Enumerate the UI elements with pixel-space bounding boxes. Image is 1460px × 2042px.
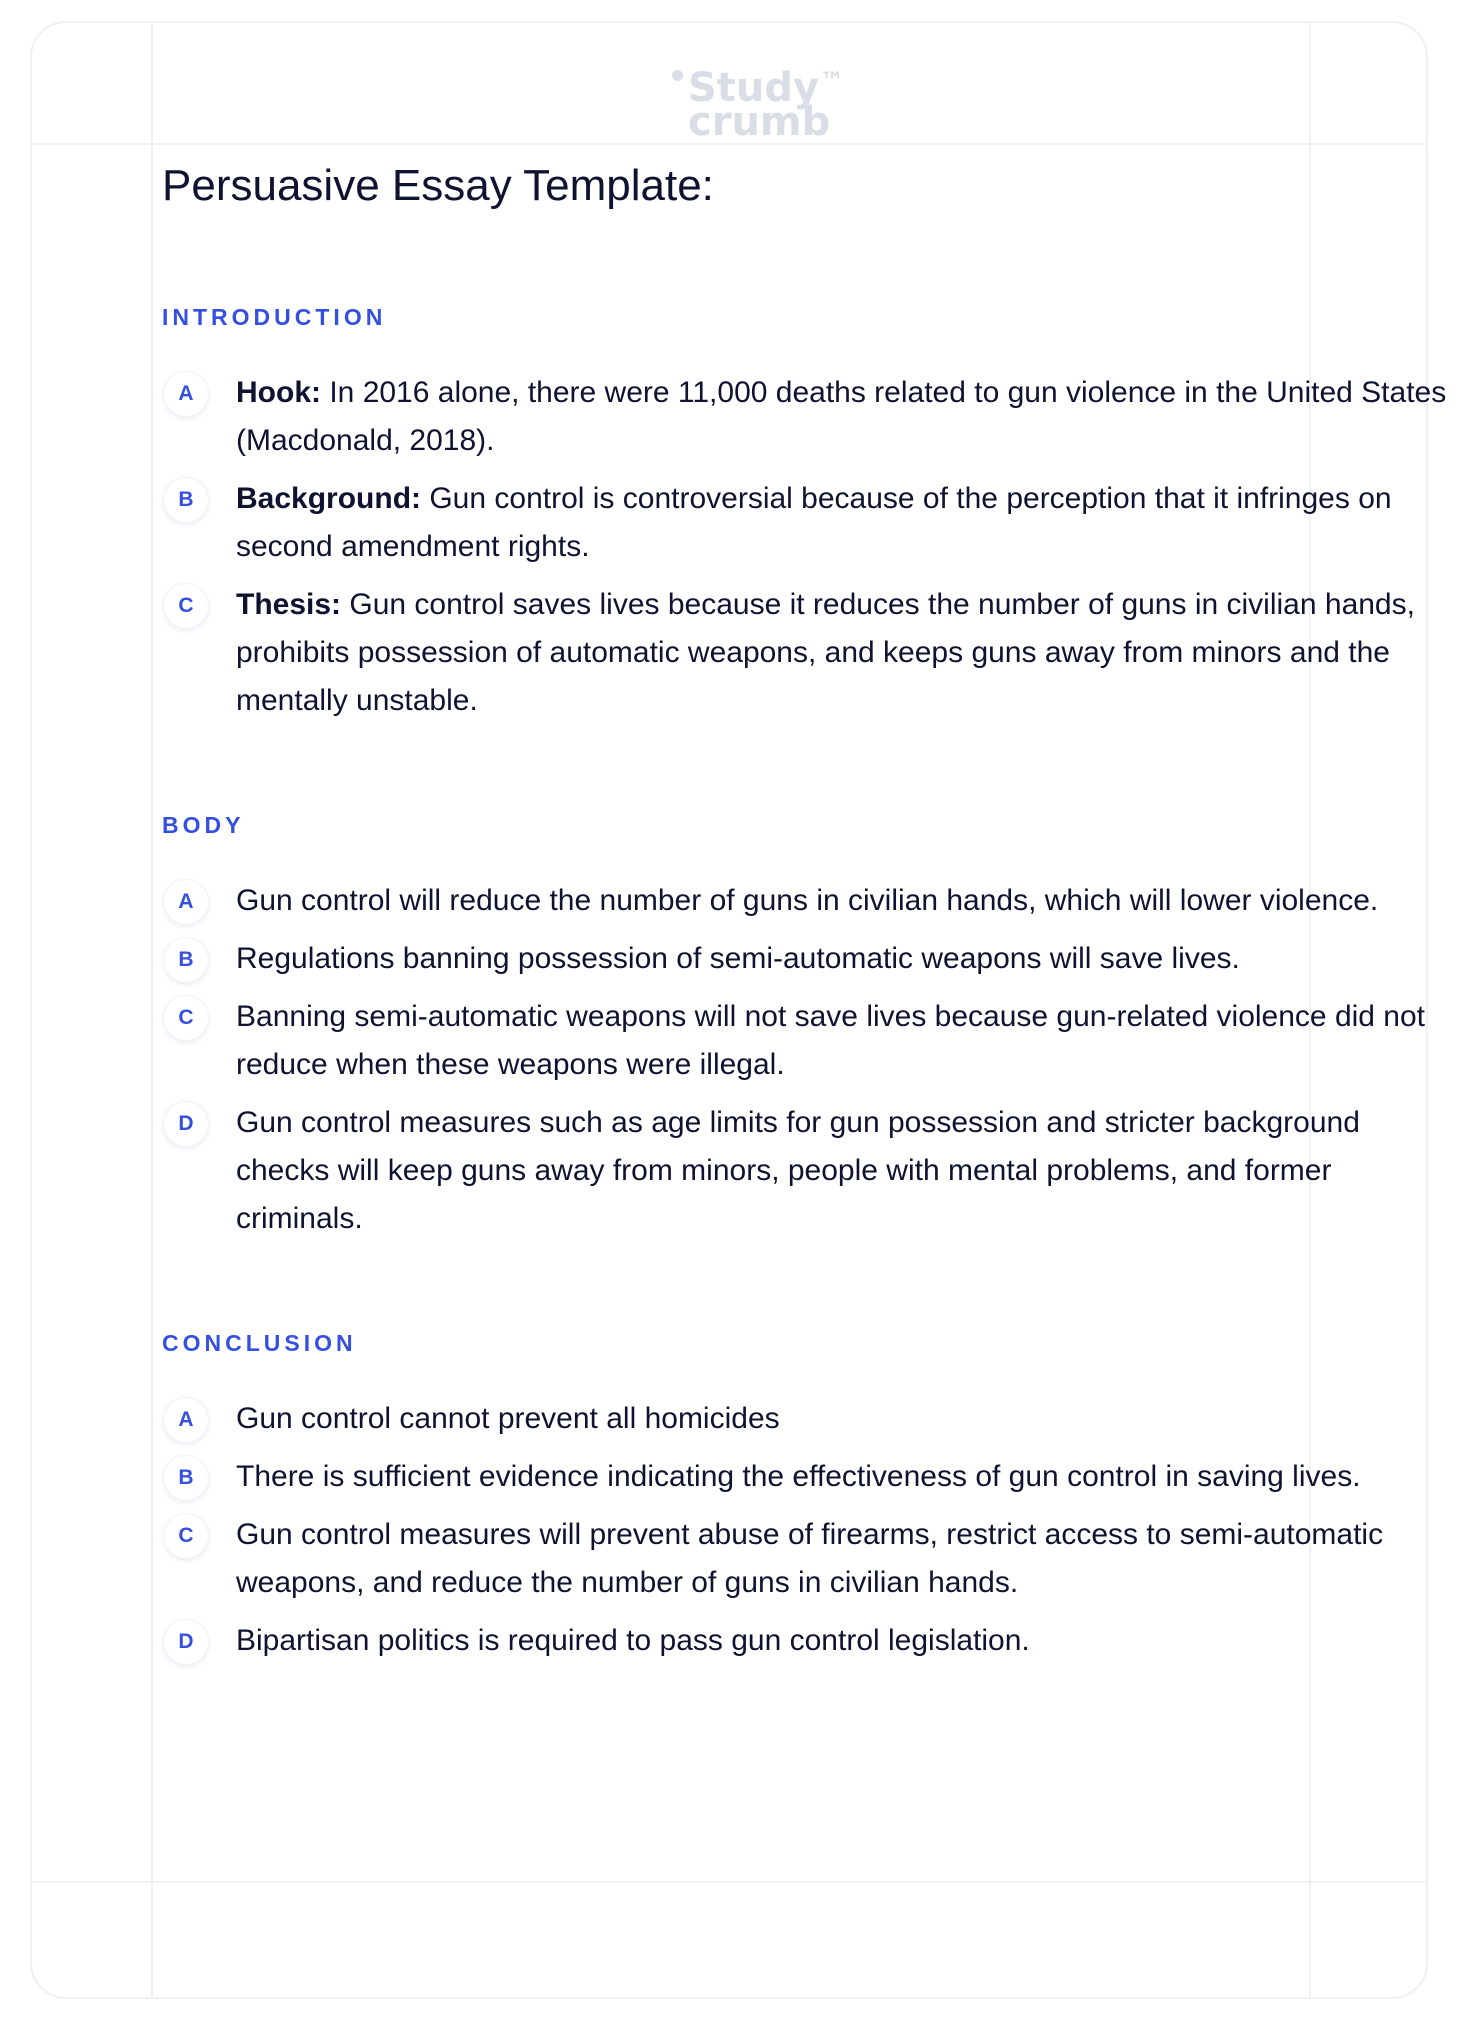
- item-text: Banning semi-automatic weapons will not save lives because gun-related violence did not reduce when these weapons were illegal.: [236, 1000, 1426, 1081]
- list-item: [162, 993, 1456, 1089]
- list-item: [162, 1099, 1456, 1243]
- letter-badge: C: [164, 1514, 208, 1558]
- item-text: There is sufficient evidence indicating the effectiveness of gun control in saving lives.: [236, 1460, 1361, 1493]
- letter-badge: D: [164, 1620, 208, 1664]
- item-text: Gun control measures such as age limits for gun possession and stricter background checks will keep guns away from minors, people with mental problems, and former criminals.: [236, 1106, 1360, 1235]
- logo-line-2: crumb: [688, 99, 831, 145]
- logo-dot-icon: [672, 70, 683, 81]
- letter-badge: B: [164, 478, 208, 522]
- list-item: [162, 1511, 1456, 1607]
- list-item: [162, 935, 1456, 983]
- letter-badge: C: [164, 584, 208, 628]
- item-text: Regulations banning possession of semi-automatic weapons will save lives.: [236, 942, 1240, 975]
- list-item: [162, 877, 1456, 925]
- letter-badge: B: [164, 1456, 208, 1500]
- section-heading-body: BODY: [162, 812, 245, 838]
- grid-line-left: [151, 23, 153, 1997]
- studycrumb-logo: [644, 49, 864, 149]
- section-heading-conclusion: CONCLUSION: [162, 1330, 357, 1356]
- item-text: Bipartisan politics is required to pass gun control legislation.: [236, 1624, 1030, 1657]
- item-label: Hook:: [236, 376, 321, 409]
- list-item: [162, 369, 1456, 465]
- grid-line-bottom: [32, 1881, 1426, 1883]
- list-item: [162, 475, 1456, 571]
- section-introduction: [162, 301, 1447, 725]
- letter-badge: C: [164, 996, 208, 1040]
- list-item: [162, 581, 1456, 725]
- item-text: Gun control cannot prevent all homicides: [236, 1402, 780, 1435]
- essay-template-content: [162, 155, 1447, 1675]
- item-text: Gun control saves lives because it reduces the number of guns in civilian hands, prohibits possession of automatic weapons, and keeps guns away from minors and the mentally unstable.: [236, 588, 1415, 717]
- item-label: Thesis:: [236, 588, 342, 621]
- section-body: [162, 809, 1426, 1243]
- item-text: Gun control will reduce the number of guns in civilian hands, which will lower violence.: [236, 884, 1379, 917]
- letter-badge: A: [164, 880, 208, 924]
- section-heading-introduction: INTRODUCTION: [162, 304, 387, 330]
- section-conclusion: [162, 1327, 1384, 1665]
- item-label: Background:: [236, 482, 422, 515]
- list-item: [162, 1453, 1456, 1501]
- item-text: In 2016 alone, there were 11,000 deaths related to gun violence in the United States (Macdonald, 2018).: [236, 376, 1447, 457]
- letter-badge: A: [164, 1398, 208, 1442]
- item-text: Gun control measures will prevent abuse of firearms, restrict access to semi-automatic weapons, and reduce the number of guns in civilian hands.: [236, 1518, 1384, 1599]
- logo-trademark: ™: [820, 67, 844, 95]
- list-item: [162, 1617, 1456, 1665]
- letter-badge: A: [164, 372, 208, 416]
- letter-badge: D: [164, 1102, 208, 1146]
- page-title: Persuasive Essay Template:: [162, 161, 714, 210]
- letter-badge: B: [164, 938, 208, 982]
- logo-line-1: Study: [688, 65, 820, 111]
- item-text: Gun control is controversial because of the perception that it infringes on second amendment rights.: [236, 482, 1392, 563]
- list-item: [162, 1395, 1456, 1443]
